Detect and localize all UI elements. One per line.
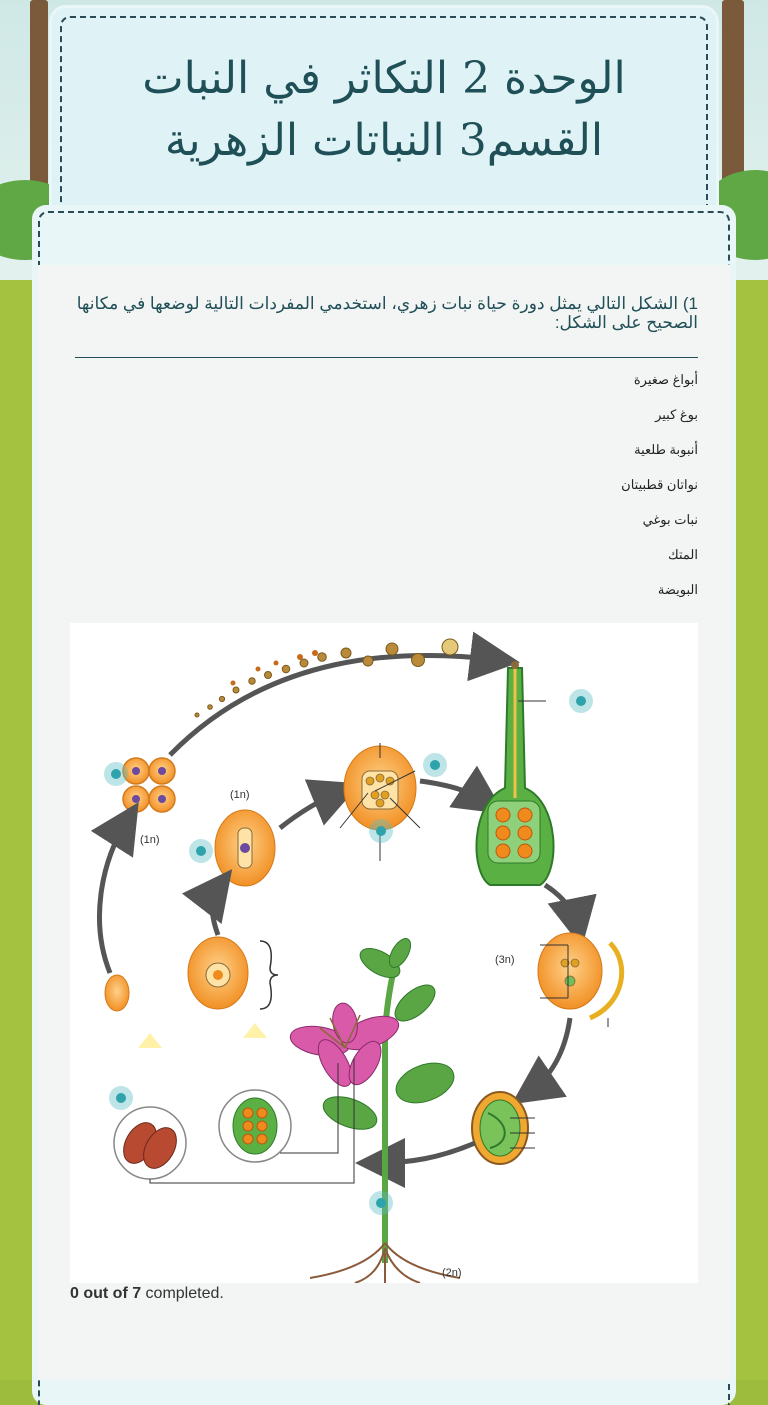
hotspot-marker[interactable] xyxy=(196,846,206,856)
megasporocyte-nucleus xyxy=(213,970,223,980)
hotspot-marker[interactable] xyxy=(111,769,121,779)
cycle-arrow xyxy=(212,885,220,935)
cycle-arrow xyxy=(170,655,500,755)
question-text: 1) الشكل التالي يمثل دورة حياة نبات زهري، استخدمي المفردات التالية لوضعها في مكانها الصحيح على الشكل: xyxy=(76,294,698,332)
term-item[interactable]: البويضة xyxy=(657,582,698,597)
cycle-arrow xyxy=(375,1143,475,1163)
ovary-section xyxy=(233,1098,277,1154)
term-item[interactable]: نبات بوغي xyxy=(642,512,698,527)
brace xyxy=(260,941,278,1009)
hotspot-marker[interactable] xyxy=(430,760,440,770)
completion-count: 0 out of 7 xyxy=(70,1285,142,1302)
term-item[interactable]: نواتان قطبيتان xyxy=(621,477,698,492)
term-item[interactable]: بوغ كبير xyxy=(655,407,698,422)
title-card xyxy=(52,8,716,223)
label-1n-mid: (1n) xyxy=(230,789,250,801)
plant-roots xyxy=(310,1243,460,1283)
ovary-arrow-head xyxy=(243,1023,267,1038)
microspore-tetrad xyxy=(123,758,175,812)
life-cycle-svg xyxy=(70,623,698,1283)
hotspot-marker[interactable] xyxy=(376,1198,386,1208)
ovule-nucleus xyxy=(240,843,250,853)
page-title-line1: الوحدة 2 التكاثر في النبات xyxy=(142,53,626,104)
completion-suffix: completed. xyxy=(141,1285,224,1302)
stigma-grain xyxy=(511,661,519,669)
hotspot-marker[interactable] xyxy=(116,1093,126,1103)
term-item[interactable]: أبواغ صغيرة xyxy=(633,372,698,387)
label-2n: (2n) xyxy=(442,1267,462,1279)
completion-status xyxy=(70,1285,224,1303)
term-list xyxy=(398,370,698,615)
megaspore xyxy=(105,975,129,1011)
label-1n-left: (1n) xyxy=(140,834,160,846)
cycle-arrow xyxy=(545,885,578,928)
cycle-arrow xyxy=(420,781,488,803)
label-3n: (3n) xyxy=(495,954,515,966)
question-divider xyxy=(75,357,698,358)
cycle-arrow xyxy=(528,1018,570,1093)
hotspot-marker[interactable] xyxy=(376,826,386,836)
life-cycle-diagram xyxy=(70,623,698,1283)
cycle-arrow xyxy=(100,819,128,973)
pollen-dots xyxy=(231,650,319,686)
cycle-arrow xyxy=(280,791,342,828)
plant-stem xyxy=(385,943,400,1263)
page-title xyxy=(72,48,696,172)
term-item[interactable]: المتك xyxy=(668,547,698,562)
hotspot-marker[interactable] xyxy=(576,696,586,706)
anther-arrow-head xyxy=(138,1033,162,1048)
term-item[interactable]: أنبوبة طلعية xyxy=(634,442,698,457)
page-title-line2: القسم3 النباتات الزهرية xyxy=(164,115,604,166)
